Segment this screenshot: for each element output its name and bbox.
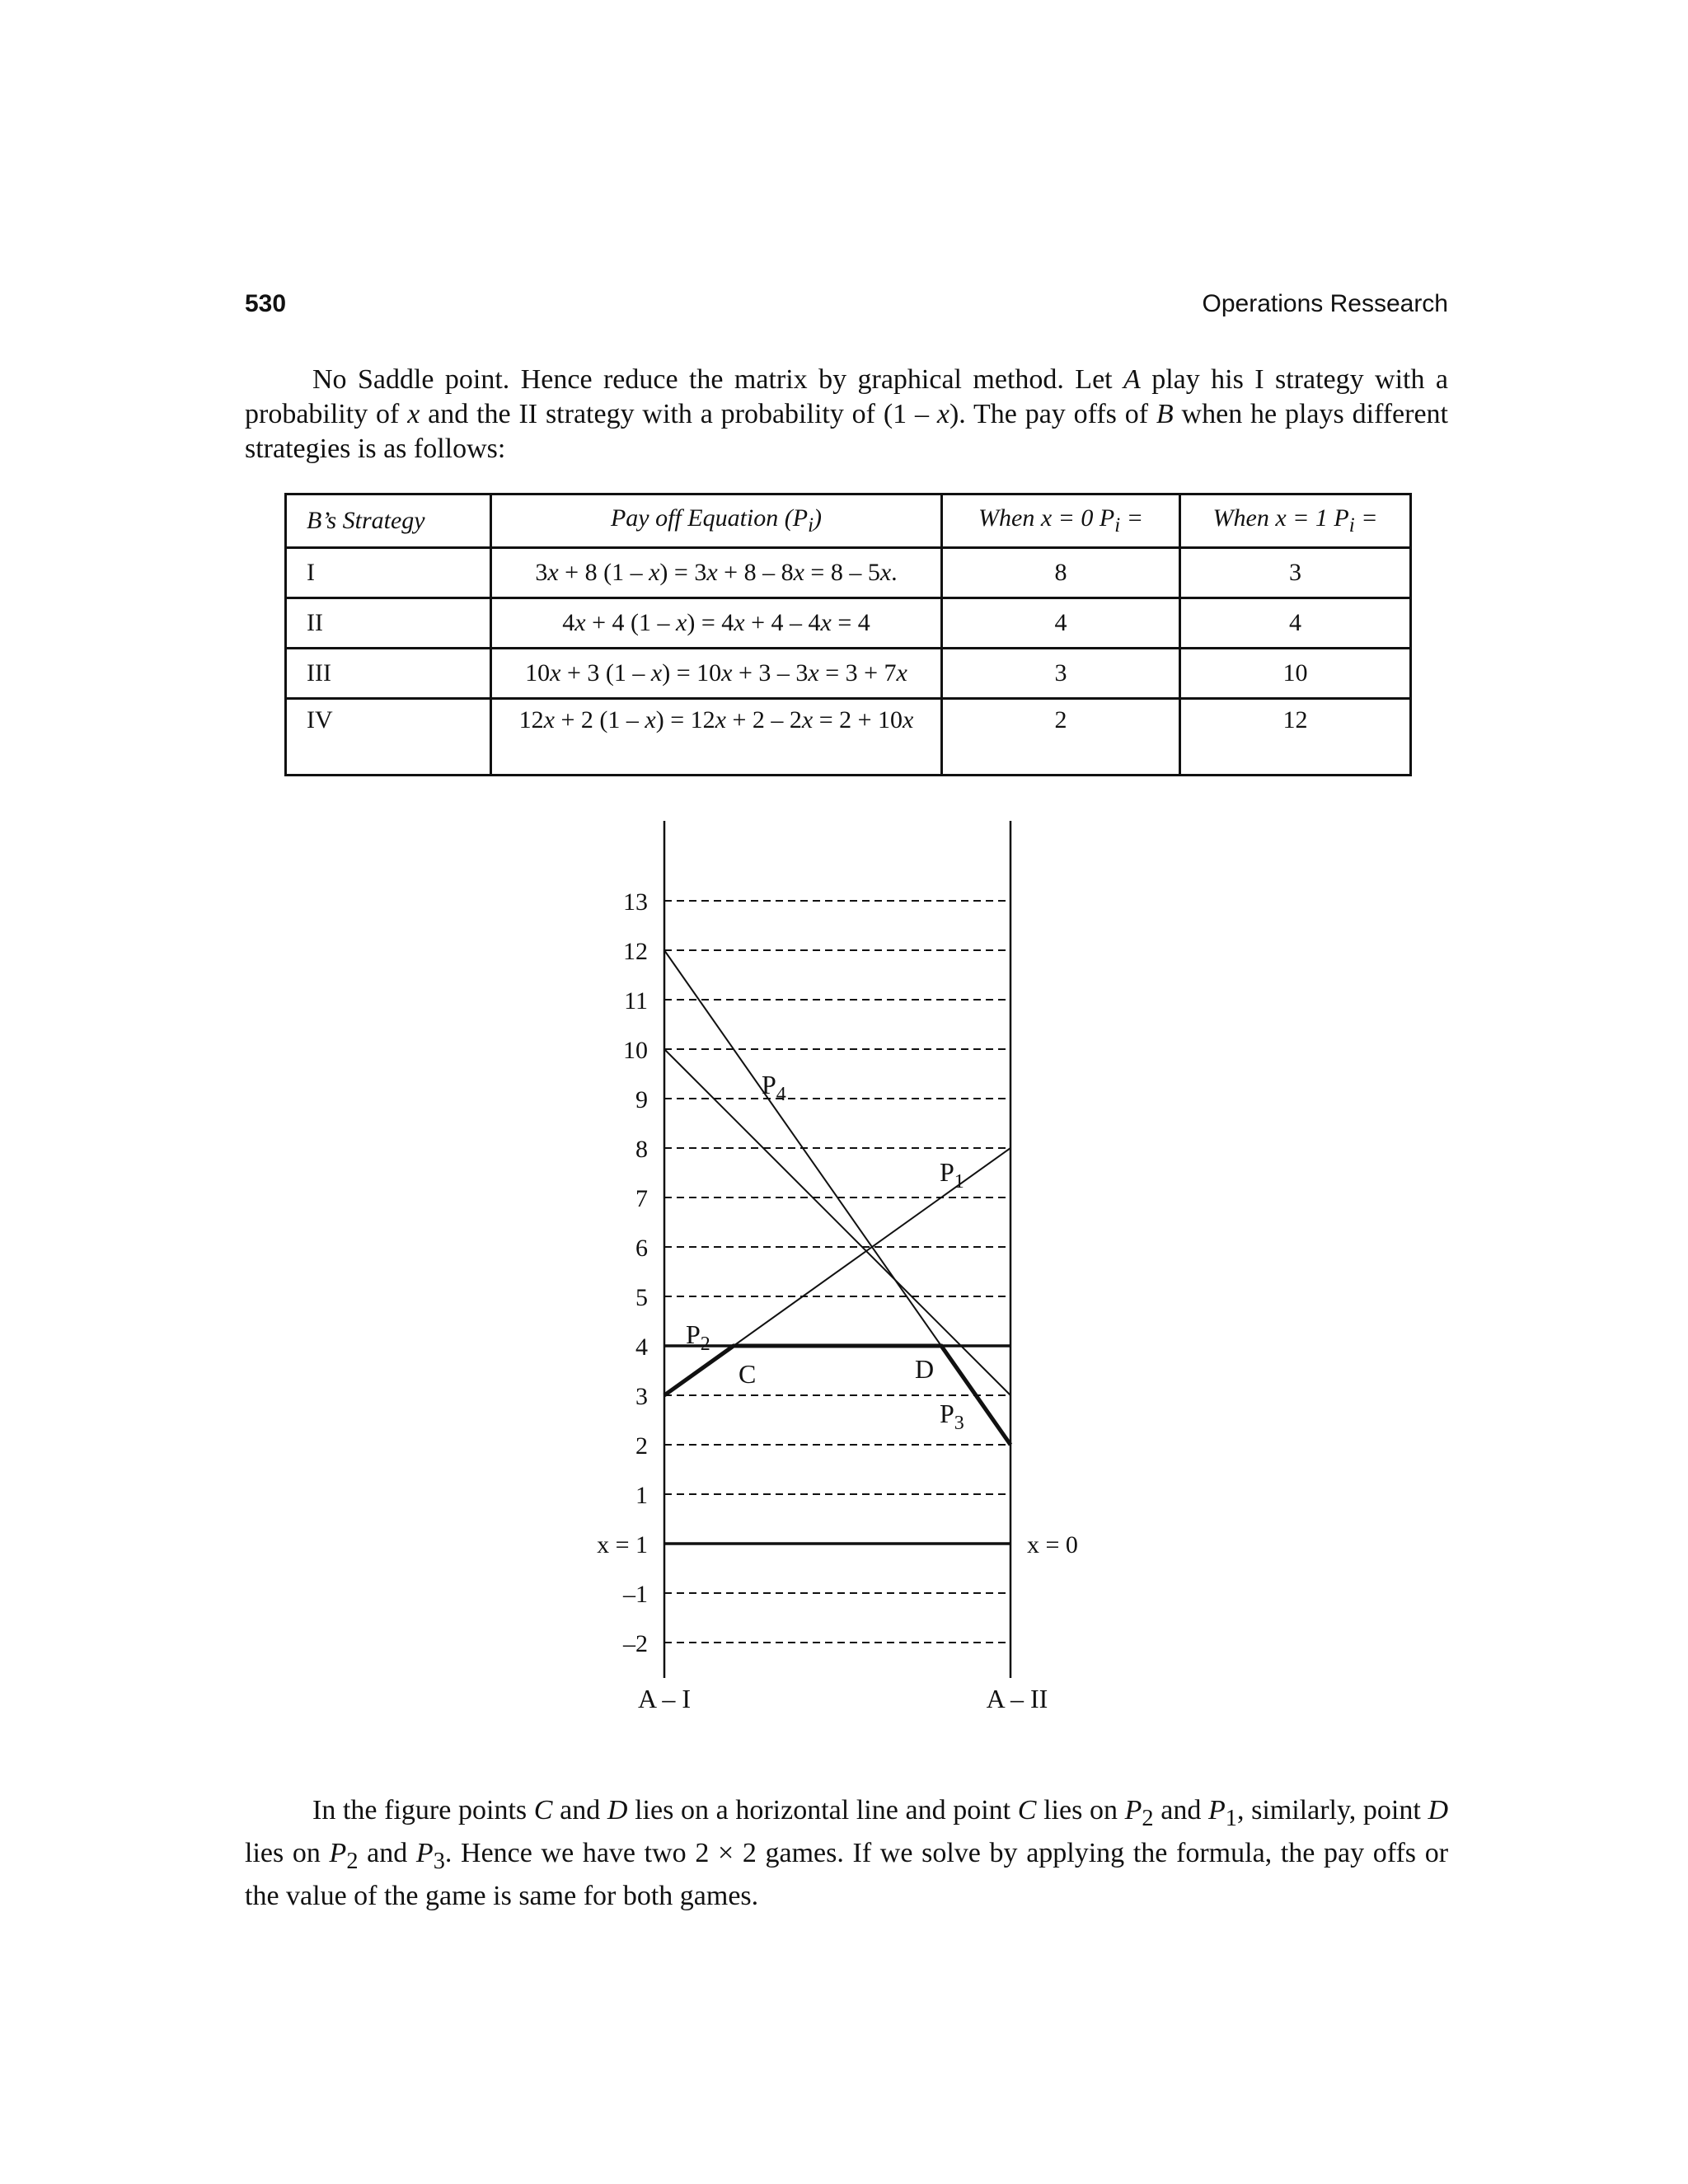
intro-text: No Saddle point. Hence reduce the matrix by graphical method. Let A play his I strategy with a probability of x and the II strategy with a probability of (1 – x). The pay offs of B when he plays different strategies is as follows: [245, 364, 1449, 464]
cell-strategy: II [286, 598, 491, 649]
page-number: 530 [245, 290, 287, 317]
label-p3: $P_3$ [940, 1399, 964, 1434]
cell-strategy: IV [286, 699, 491, 776]
cell-x1: 4 [1180, 598, 1411, 649]
cell-strategy: I [286, 548, 491, 598]
y-tick-label: 9 [635, 1086, 648, 1113]
label-p2: $P_2$ [686, 1319, 710, 1355]
header-equation: Pay off Equation $(P_i)$ [491, 494, 942, 548]
y-tick-label: –2 [623, 1630, 648, 1657]
y-tick-label: 10 [623, 1037, 648, 1064]
cell-equation: 12x + 2 (1 – x) = 12x + 2 – 2x = 2 + 10x [491, 699, 942, 776]
header-strategy: B’s Strategy [286, 494, 491, 548]
book-title: Operations Ressearch [1202, 290, 1448, 317]
y-tick-label: 8 [635, 1136, 648, 1163]
y-tick-label: 2 [635, 1432, 648, 1460]
header-x1: When x = 1 $P_i$ = [1180, 494, 1411, 548]
y-tick-label: 6 [635, 1235, 648, 1262]
y-tick-label: 1 [635, 1482, 648, 1509]
outro-text: In the figure points C and D lies on a horizontal line and point C lies on $P_2$ and $P_1$, similarly, point D lies on $P_2$ and $P_3$. Hence we have two 2 × 2 games. If we solve by applying the formula, the pay offs or the value of the game is same for both games. [245, 1795, 1449, 1911]
cell-equation: 4x + 4 (1 – x) = 4x + 4 – 4x = 4 [491, 598, 942, 649]
cell-x1: 12 [1180, 699, 1411, 776]
header-x0: When x = 0 $P_i$ = [942, 494, 1180, 548]
y-tick-label: 4 [635, 1333, 648, 1361]
y-tick-label: 5 [635, 1284, 648, 1311]
cell-x0: 8 [942, 548, 1180, 598]
cell-equation: 10x + 3 (1 – x) = 10x + 3 – 3x = 3 + 7x [491, 649, 942, 699]
cell-x1: 3 [1180, 548, 1411, 598]
y-tick-label: –1 [623, 1581, 648, 1608]
y-tick-label: x = 1 [597, 1531, 648, 1558]
outro-paragraph [245, 1793, 1448, 1914]
label-point-c: C [738, 1359, 757, 1389]
cell-x0: 4 [942, 598, 1180, 649]
y-tick-label: 3 [635, 1383, 648, 1410]
y-tick-label: 13 [623, 888, 648, 916]
cell-x1: 10 [1180, 649, 1411, 699]
label-p1: $P_1$ [940, 1157, 964, 1193]
cell-equation: 3x + 8 (1 – x) = 3x + 8 – 8x = 8 – 5x. [491, 548, 942, 598]
cell-x0: 2 [942, 699, 1180, 776]
right-axis-label: A – II [986, 1684, 1048, 1713]
y-tick-label: 7 [635, 1185, 648, 1212]
right-x-label: x = 0 [1027, 1531, 1078, 1558]
y-tick-label: 11 [624, 987, 648, 1015]
left-axis-label: A – I [638, 1684, 691, 1713]
label-p4: $P_4$ [762, 1070, 786, 1105]
y-tick-label: 12 [623, 938, 648, 965]
cell-strategy: III [286, 649, 491, 699]
label-point-d: D [915, 1354, 935, 1384]
series-line-p3 [664, 1049, 1010, 1395]
cell-x0: 3 [942, 649, 1180, 699]
